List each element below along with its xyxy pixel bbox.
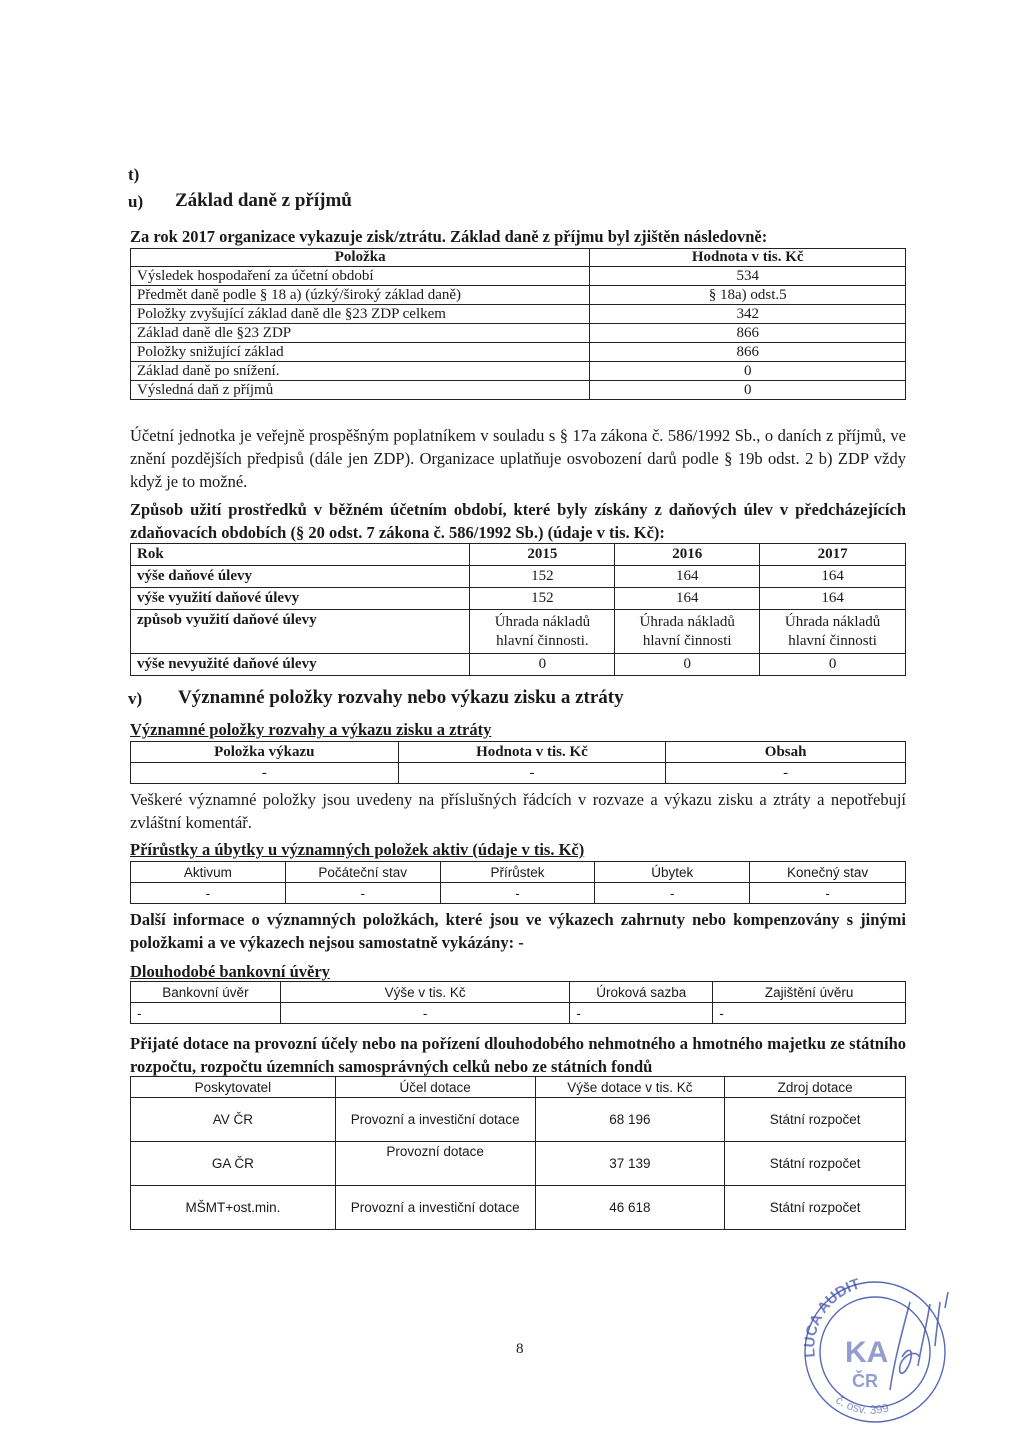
significant-note: Veškeré významné položky jsou uvedeny na příslušných řádcích v rozvaze a výkazu zisku a ztráty a nepotřebují zvláštní komentář. (130, 790, 906, 832)
table-row (131, 267, 906, 286)
relief-cell: 0 (615, 654, 760, 676)
relief-cell: Úhrada nákladů hlavní činnosti. (470, 610, 615, 654)
tax-base-header-value: Hodnota v tis. Kč (590, 249, 906, 267)
tax-base-value: 342 (590, 305, 906, 324)
subsidies-table (130, 1076, 906, 1230)
tax-base-header-item: Položka (131, 249, 590, 267)
relief-cell: 152 (470, 588, 615, 610)
subsidies-purpose: Provozní dotace (335, 1142, 535, 1186)
significant-table (130, 741, 906, 784)
significant-header: Obsah (666, 742, 906, 763)
relief-row-label: výše daňové úlevy (131, 566, 470, 588)
tax-base-value: 0 (590, 381, 906, 400)
assets-cell: - (131, 883, 286, 904)
table-row (131, 1003, 906, 1024)
loans-header: Výše v tis. Kč (280, 982, 570, 1003)
relief-cell: 164 (615, 566, 760, 588)
subsidies-provider: AV ČR (131, 1098, 336, 1142)
section-v-title: Významné položky rozvahy nebo výkazu zisku a ztráty (178, 687, 624, 708)
assets-title: Přírůstky a úbytky u významných položek aktiv (údaje v tis. Kč) (130, 840, 585, 859)
significant-header: Hodnota v tis. Kč (398, 742, 666, 763)
relief-cell: 164 (760, 588, 906, 610)
relief-cell: 164 (615, 588, 760, 610)
tax-base-item: Předmět daně podle § 18 a) (úzký/široký základ daně) (131, 286, 590, 305)
subsidies-purpose: Provozní a investiční dotace (335, 1186, 535, 1230)
tax-base-intro: Za rok 2017 organizace vykazuje zisk/ztrátu. Základ daně z příjmu byl zjištěn následovně: (130, 227, 768, 246)
assets-header: Počáteční stav (285, 862, 440, 883)
table-row (131, 1098, 906, 1142)
relief-row-label: výše nevyužité daňové úlevy (131, 654, 470, 676)
tax-base-value: § 18a) odst.5 (590, 286, 906, 305)
assets-header: Konečný stav (750, 862, 906, 883)
subsidies-provider: MŠMT+ost.min. (131, 1186, 336, 1230)
assets-header: Přírůstek (440, 862, 595, 883)
subsidies-amount: 37 139 (535, 1142, 725, 1186)
stamp-top-text: LUCA AUDIT (801, 1275, 863, 1359)
significant-cell: - (131, 763, 399, 784)
table-row (131, 1142, 906, 1186)
relief-row-label: způsob využití daňové úlevy (131, 610, 470, 654)
table-row (131, 566, 906, 588)
loans-cell: - (570, 1003, 713, 1024)
subsidies-source: Státní rozpočet (725, 1186, 906, 1230)
section-u-title: Základ daně z příjmů (175, 190, 352, 211)
subsidies-amount: 68 196 (535, 1098, 725, 1142)
assets-cell: - (440, 883, 595, 904)
tax-base-table (130, 248, 906, 400)
table-row (131, 381, 906, 400)
table-row (131, 305, 906, 324)
loans-header: Bankovní úvěr (131, 982, 281, 1003)
table-row (131, 610, 906, 654)
relief-cell: 164 (760, 566, 906, 588)
table-row (131, 1186, 906, 1230)
section-u-letter: u) (128, 192, 144, 211)
table-row (131, 324, 906, 343)
tax-base-item: Položky zvyšující základ daně dle §23 ZDP celkem (131, 305, 590, 324)
relief-cell: 0 (470, 654, 615, 676)
significant-cell: - (666, 763, 906, 784)
assets-table (130, 861, 906, 904)
assets-cell: - (285, 883, 440, 904)
relief-table (130, 543, 906, 676)
loans-cell: - (280, 1003, 570, 1024)
table-row (131, 763, 906, 784)
loans-cell: - (131, 1003, 281, 1024)
subsidies-title: Přijaté dotace na provozní účely nebo na pořízení dlouhodobého nehmotného a hmotného majetku ze státního rozpočtu, rozpočtu územních samosprávných celků nebo ze státních fondů (130, 1034, 906, 1076)
relief-row-label: výše využití daňové úlevy (131, 588, 470, 610)
tax-base-value: 866 (590, 343, 906, 362)
loans-cell: - (713, 1003, 906, 1024)
tax-base-item: Výsledná daň z příjmů (131, 381, 590, 400)
relief-title: Způsob užití prostředků v běžném účetním období, které byly získány z daňových úlev v předcházejících zdaňovacích obdobích (§ 20 odst. 7 zákona č. 586/1992 Sb.) (údaje v tis. Kč): (130, 500, 906, 542)
loans-table (130, 981, 906, 1024)
tax-base-item: Základ daně dle §23 ZDP (131, 324, 590, 343)
table-row (131, 343, 906, 362)
relief-cell: Úhrada nákladů hlavní činnosti (615, 610, 760, 654)
subsidies-header: Zdroj dotace (725, 1077, 906, 1098)
significant-header: Položka výkazu (131, 742, 399, 763)
tax-base-note: Účetní jednotka je veřejně prospěšným poplatníkem v souladu s § 17a zákona č. 586/1992 Sb., o daních z příjmů, ve znění pozdějších předpisů (dále jen ZDP). Organizace uplatňuje osvobození darů podle § 19b odst. 2 b) ZDP vždy když je to možné. (130, 426, 906, 491)
stamp-country-text: ČR (852, 1371, 878, 1391)
subsidies-header: Účel dotace (335, 1077, 535, 1098)
relief-header-year-label: Rok (131, 544, 470, 566)
relief-cell: 0 (760, 654, 906, 676)
subsidies-source: Státní rozpočet (725, 1098, 906, 1142)
relief-cell: 152 (470, 566, 615, 588)
table-row (131, 654, 906, 676)
subsidies-purpose: Provozní a investiční dotace (335, 1098, 535, 1142)
assets-header: Aktivum (131, 862, 286, 883)
table-row (131, 286, 906, 305)
relief-header-year: 2017 (760, 544, 906, 566)
relief-header-year: 2015 (470, 544, 615, 566)
assets-more-info: Další informace o významných položkách, které jsou ve výkazech zahrnuty nebo kompenzovány s jinými položkami a ve výkazech nejsou samostatně vykázány: - (130, 910, 906, 952)
loans-header: Zajištění úvěru (713, 982, 906, 1003)
section-v-letter: v) (128, 689, 143, 708)
tax-base-item: Výsledek hospodaření za účetní období (131, 267, 590, 286)
significant-title: Významné položky rozvahy a výkazu zisku a ztráty (130, 720, 492, 739)
subsidies-amount: 46 618 (535, 1186, 725, 1230)
loans-header: Úroková sazba (570, 982, 713, 1003)
subsidies-header: Poskytovatel (131, 1077, 336, 1098)
assets-cell: - (750, 883, 906, 904)
table-row (131, 588, 906, 610)
assets-cell: - (595, 883, 750, 904)
subsidies-provider: GA ČR (131, 1142, 336, 1186)
subsidies-header: Výše dotace v tis. Kč (535, 1077, 725, 1098)
tax-base-item: Položky snižující základ (131, 343, 590, 362)
subsidies-source: Státní rozpočet (725, 1142, 906, 1186)
tax-base-value: 866 (590, 324, 906, 343)
stamp-bottom-text: č. osv. 399 (833, 1392, 891, 1417)
tax-base-item: Základ daně po snížení. (131, 362, 590, 381)
relief-cell: Úhrada nákladů hlavní činnosti (760, 610, 906, 654)
loans-title: Dlouhodobé bankovní úvěry (130, 962, 330, 981)
assets-header: Úbytek (595, 862, 750, 883)
table-row (131, 883, 906, 904)
tax-base-value: 534 (590, 267, 906, 286)
relief-header-year: 2016 (615, 544, 760, 566)
auditor-stamp (790, 1262, 960, 1432)
significant-cell: - (398, 763, 666, 784)
section-t-letter: t) (128, 165, 140, 184)
signature (890, 1292, 948, 1390)
table-row (131, 362, 906, 381)
stamp-center-text: KA (845, 1336, 889, 1369)
page-number: 8 (516, 1341, 524, 1357)
tax-base-value: 0 (590, 362, 906, 381)
